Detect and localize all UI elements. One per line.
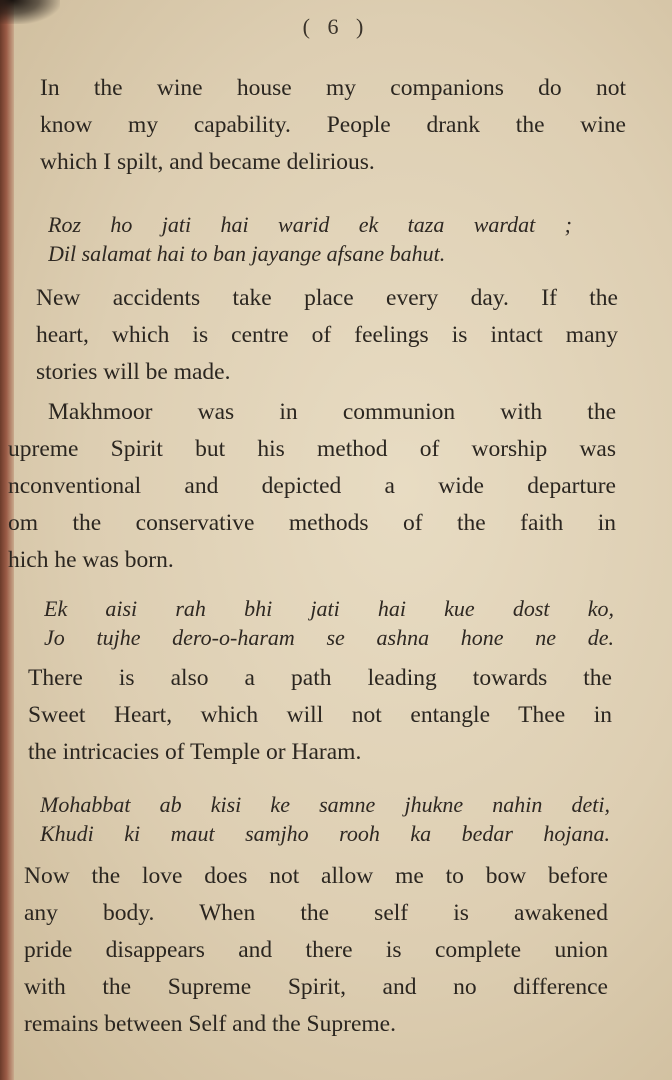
text-line: the intricacies of Temple or Haram.: [28, 739, 362, 765]
paragraph-makhmoor: [8, 394, 616, 579]
verse-line: Dil salamat hai to ban jayange afsane bahut.: [48, 241, 446, 266]
page-number: ( 6 ): [302, 14, 370, 39]
verse-mohabbat: [40, 790, 610, 848]
text-line: In the wine house my companions do not: [40, 75, 626, 101]
text-line: New accidents take place every day. If the: [36, 285, 618, 311]
text-line: hich he was born.: [8, 547, 174, 573]
text-line: which I spilt, and became delirious.: [40, 149, 375, 175]
text-line: om the conservative methods of the faith in: [8, 510, 616, 536]
paragraph-wine-house: [40, 70, 626, 181]
text-line: Makhmoor was in communion with the: [48, 399, 616, 425]
paragraph-new-accidents: [36, 280, 618, 391]
verse-ek-aisi-rah: [44, 594, 614, 652]
verse-line: Jo tujhe dero-o-haram se ashna hone ne de.: [44, 625, 614, 650]
text-line: nconventional and depicted a wide departure: [8, 473, 616, 499]
verse-line: Ek aisi rah bhi jati hai kue dost ko,: [44, 596, 614, 621]
paragraph-path-sweet-heart: [28, 660, 612, 771]
text-line: Now the love does not allow me to bow before: [24, 863, 608, 889]
paragraph-love-bow: [24, 858, 608, 1043]
text-line: heart, which is centre of feelings is intact many: [36, 322, 618, 348]
text-line: Sweet Heart, which will not entangle Thee in: [28, 702, 612, 728]
verse-line: Khudi ki maut samjho rooh ka bedar hojana.: [40, 821, 610, 846]
text-line: pride disappears and there is complete union: [24, 937, 608, 963]
text-line: any body. When the self is awakened: [24, 900, 608, 926]
text-line: upreme Spirit but his method of worship was: [8, 436, 616, 462]
text-line: remains between Self and the Supreme.: [24, 1011, 396, 1037]
text-line: know my capability. People drank the wine: [40, 112, 626, 138]
verse-line: Roz ho jati hai warid ek taza wardat ;: [48, 212, 572, 237]
text-line: stories will be made.: [36, 359, 231, 385]
text-line: with the Supreme Spirit, and no difference: [24, 974, 608, 1000]
text-line: There is also a path leading towards the: [28, 665, 612, 691]
verse-roz-ho-jati: [48, 210, 572, 268]
verse-line: Mohabbat ab kisi ke samne jhukne nahin deti,: [40, 792, 610, 817]
